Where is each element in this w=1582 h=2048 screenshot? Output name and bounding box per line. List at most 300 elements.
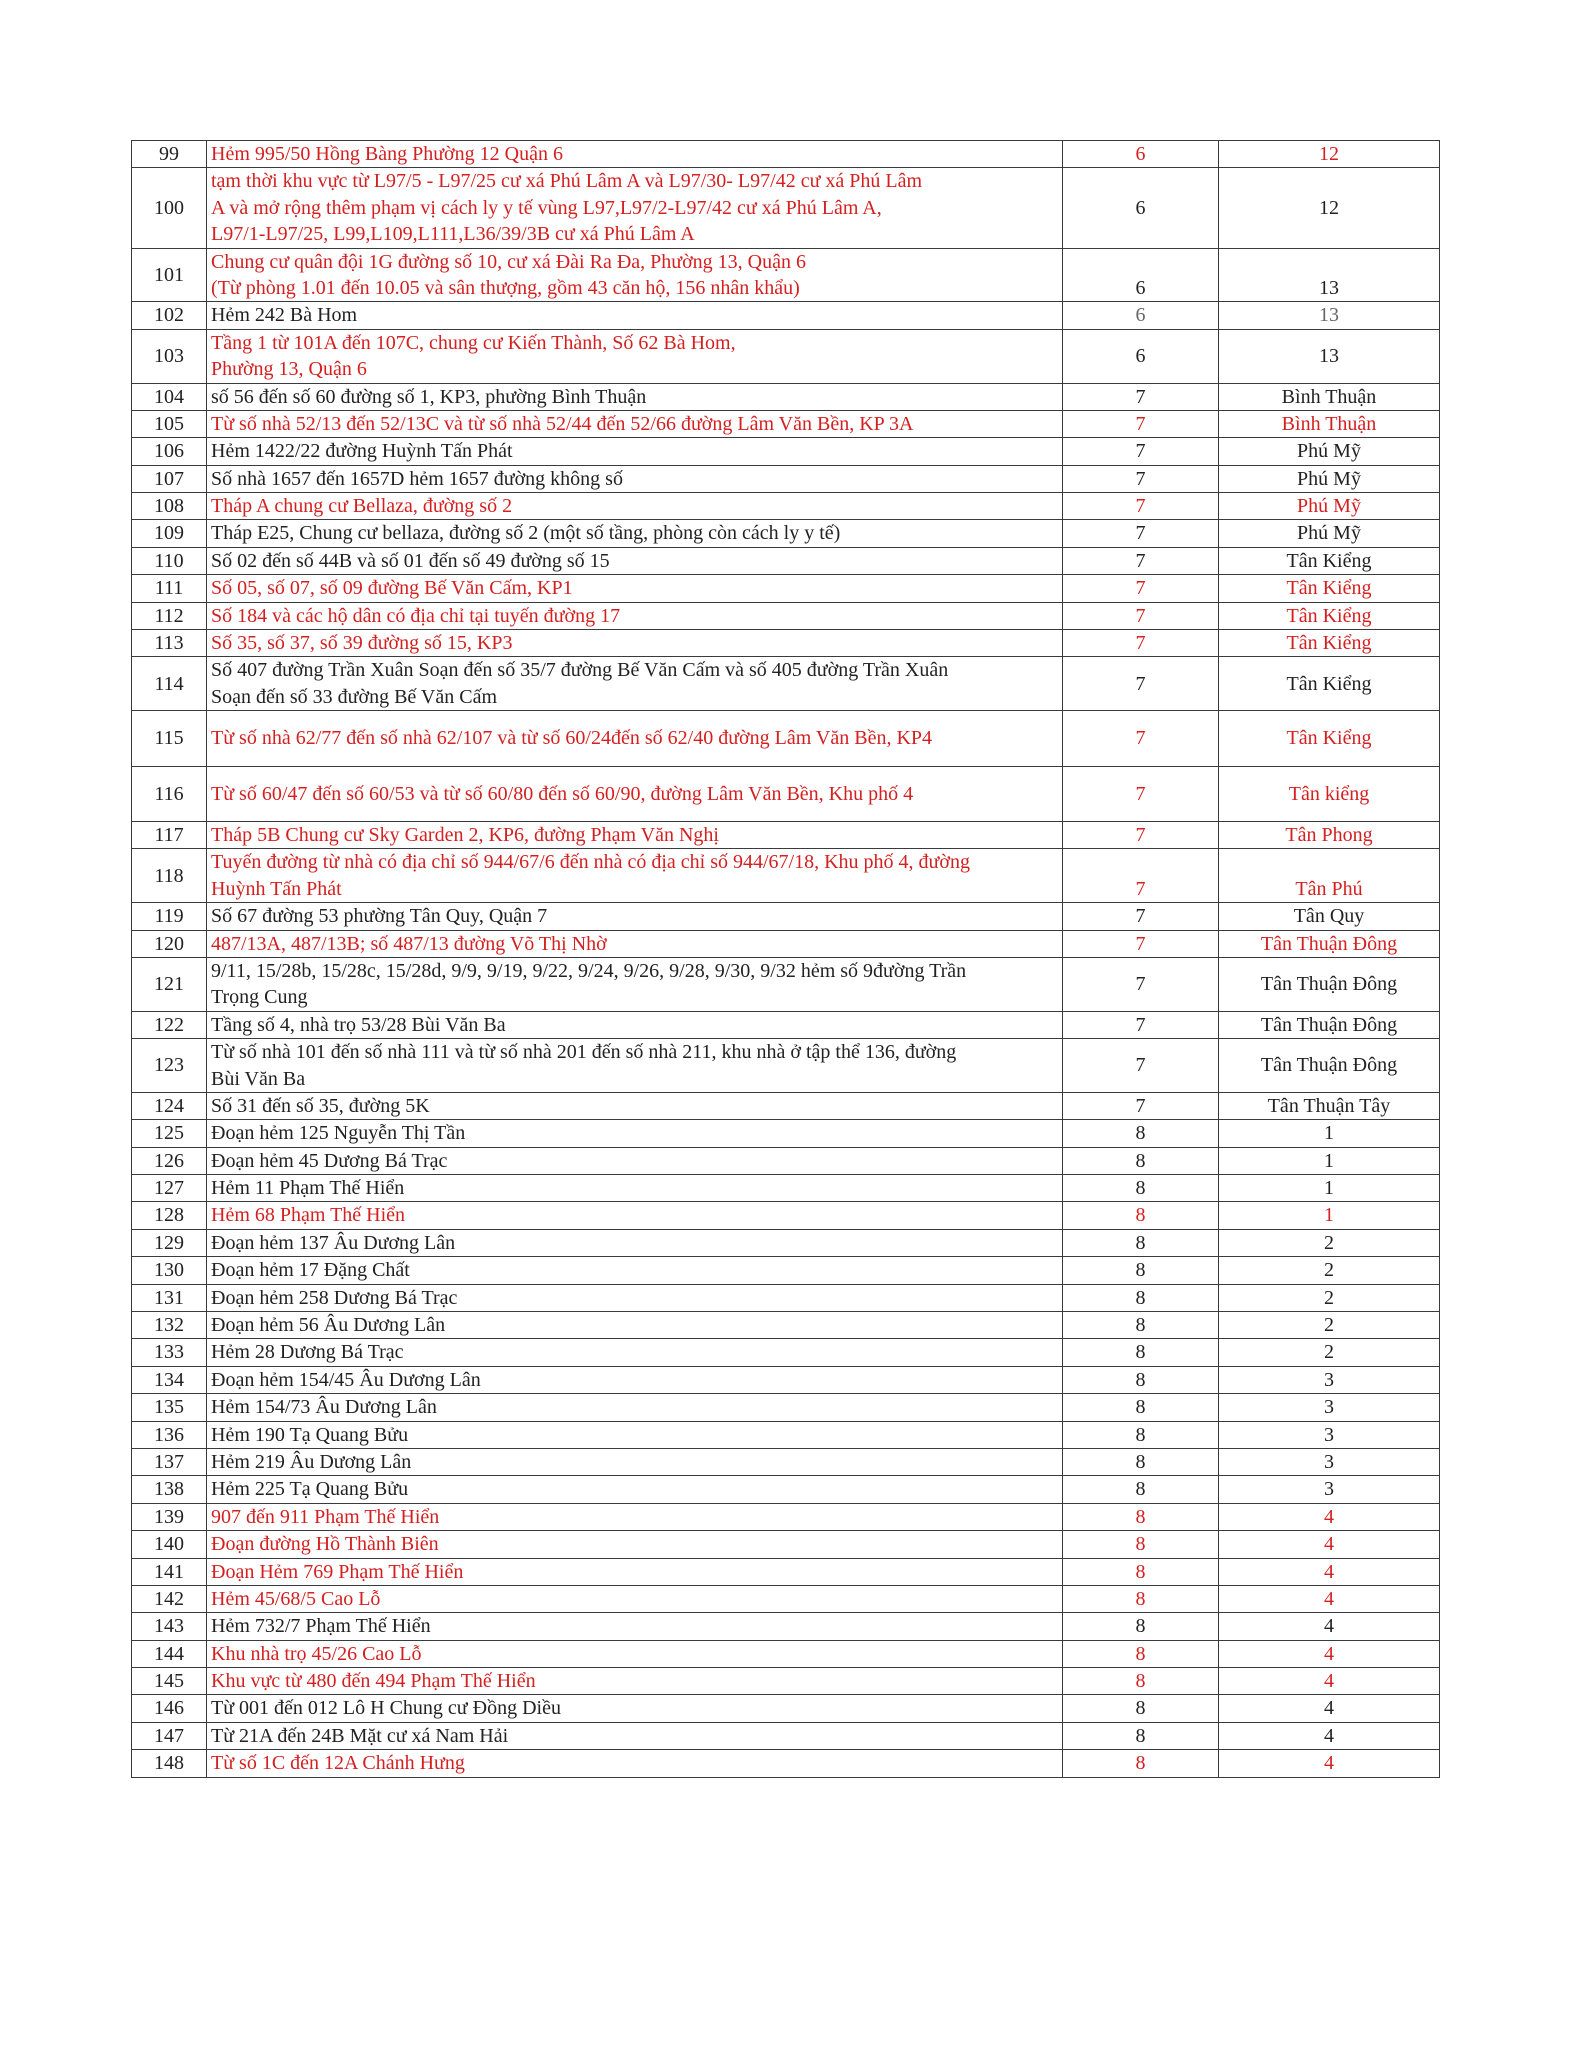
row-number (132, 1366, 207, 1393)
ward-cell (1219, 1366, 1440, 1393)
ward-cell-text: Tân Kiểng (1286, 577, 1372, 600)
table-row (132, 547, 1440, 574)
table-row (132, 1339, 1440, 1366)
ward-cell (1219, 1668, 1440, 1695)
district-cell (1063, 493, 1219, 520)
location-cell-text: Từ 21A đến 24B Mặt cư xá Nam Hải (211, 1724, 509, 1747)
row-number-text: 133 (154, 1341, 184, 1364)
row-number-text: 119 (154, 905, 184, 928)
table-row (132, 383, 1440, 410)
row-number-text: 128 (154, 1204, 184, 1227)
row-number (132, 849, 207, 903)
district-cell-text: 7 (1135, 1094, 1146, 1117)
table-row (132, 1640, 1440, 1667)
district-cell (1063, 1011, 1219, 1038)
location-cell (207, 1394, 1063, 1421)
ward-cell (1219, 1476, 1440, 1503)
table-row (132, 329, 1440, 383)
ward-cell (1219, 903, 1440, 930)
ward-cell-text: Tân Kiểng (1286, 632, 1372, 655)
district-cell-text: 7 (1135, 782, 1146, 805)
ward-cell-text: Bình Thuận (1281, 385, 1377, 408)
location-cell (207, 821, 1063, 848)
ward-cell-text: 1 (1324, 1122, 1334, 1145)
row-number-text: 106 (154, 440, 184, 463)
district-cell (1063, 1421, 1219, 1448)
district-cell-text: 8 (1135, 1149, 1146, 1172)
ward-cell (1219, 329, 1440, 383)
row-number (132, 1011, 207, 1038)
location-cell-text: Hẻm 732/7 Phạm Thế Hiển (211, 1615, 431, 1638)
row-number (132, 575, 207, 602)
district-cell-text: 8 (1135, 1231, 1146, 1254)
ward-cell (1219, 1558, 1440, 1585)
district-cell (1063, 1202, 1219, 1229)
district-cell-text: 7 (1135, 604, 1146, 627)
ward-cell-text: 2 (1324, 1314, 1334, 1337)
location-cell (207, 1585, 1063, 1612)
district-cell-text: 8 (1135, 1505, 1146, 1528)
location-cell-text: Đoạn đường Hồ Thành Biên (211, 1533, 439, 1556)
row-number (132, 957, 207, 1011)
ward-cell-text: 4 (1324, 1724, 1334, 1747)
location-cell-text: Hẻm 190 Tạ Quang Bửu (211, 1423, 409, 1446)
ward-cell (1219, 1312, 1440, 1339)
district-cell (1063, 821, 1219, 848)
district-cell-text: 8 (1135, 1122, 1146, 1145)
table-row (132, 1722, 1440, 1749)
location-cell (207, 1421, 1063, 1448)
district-cell (1063, 1339, 1219, 1366)
district-cell (1063, 248, 1219, 302)
district-cell (1063, 1039, 1219, 1093)
district-cell (1063, 1284, 1219, 1311)
row-number (132, 1312, 207, 1339)
table-row (132, 1585, 1440, 1612)
table-row (132, 248, 1440, 302)
row-number-text: 120 (154, 932, 184, 955)
district-cell-text: 7 (1135, 632, 1146, 655)
location-cell-text: Từ số 1C đến 12A Chánh Hưng (211, 1752, 465, 1775)
location-cell (207, 1120, 1063, 1147)
district-cell-text: 8 (1135, 1642, 1146, 1665)
table-row (132, 1476, 1440, 1503)
table-row (132, 1039, 1440, 1093)
ward-cell (1219, 1640, 1440, 1667)
ward-cell (1219, 465, 1440, 492)
location-cell (207, 1339, 1063, 1366)
row-number (132, 1613, 207, 1640)
row-number-text: 141 (154, 1560, 184, 1583)
row-number (132, 1092, 207, 1119)
district-cell (1063, 1448, 1219, 1475)
location-cell-text: Tháp 5B Chung cư Sky Garden 2, KP6, đường Phạm Văn Nghị (211, 823, 719, 846)
ward-cell-text: 1 (1324, 1177, 1334, 1200)
table-row (132, 1312, 1440, 1339)
location-cell-text: Chung cư quân đội 1G đường số 10, cư xá Đài Ra Đa, Phường 13, Quận 6 (Từ phòng 1.01 đến 10.05 và sân thượng, gồm 43 căn hộ, 156 nhân khẩu) (211, 250, 806, 299)
row-number-text: 107 (154, 467, 184, 490)
table-row (132, 1092, 1440, 1119)
district-cell (1063, 957, 1219, 1011)
district-cell-text: 8 (1135, 1314, 1146, 1337)
ward-cell (1219, 520, 1440, 547)
row-number-text: 108 (154, 495, 184, 518)
row-number-text: 146 (154, 1697, 184, 1720)
ward-cell-text: 4 (1324, 1697, 1334, 1720)
location-cell-text: Từ số nhà 62/77 đến số nhà 62/107 và từ số 60/24đến số 62/40 đường Lâm Văn Bền, KP4 (211, 727, 933, 750)
district-cell (1063, 1257, 1219, 1284)
ward-cell (1219, 1421, 1440, 1448)
location-cell-text: Đoạn hẻm 45 Dương Bá Trạc (211, 1149, 448, 1172)
ward-cell-text: Tân Thuận Tây (1267, 1094, 1391, 1117)
table-row (132, 302, 1440, 329)
row-number-text: 144 (154, 1642, 184, 1665)
location-cell-text: Đoạn hẻm 154/45 Âu Dương Lân (211, 1368, 481, 1391)
ward-cell-text: Tân Thuận Đông (1260, 973, 1398, 996)
district-cell-text: 8 (1135, 1286, 1146, 1309)
location-cell-text: Số 184 và các hộ dân có địa chỉ tại tuyến đường 17 (211, 604, 621, 627)
location-cell-text: Số nhà 1657 đến 1657D hẻm 1657 đường không số (211, 467, 623, 490)
district-cell (1063, 1695, 1219, 1722)
district-cell-text: 7 (1135, 877, 1146, 900)
row-number (132, 1668, 207, 1695)
district-cell (1063, 465, 1219, 492)
location-cell-text: Số 05, số 07, số 09 đường Bế Văn Cấm, KP1 (211, 577, 573, 600)
district-cell (1063, 1366, 1219, 1393)
row-number (132, 1448, 207, 1475)
row-number (132, 1394, 207, 1421)
row-number (132, 1120, 207, 1147)
ward-cell-text: Phú Mỹ (1297, 495, 1361, 518)
district-cell (1063, 575, 1219, 602)
ward-cell-text: 4 (1324, 1533, 1334, 1556)
table-row (132, 410, 1440, 437)
ward-cell-text: Tân Kiểng (1286, 549, 1372, 572)
ward-cell-text: Tân Quy (1293, 905, 1365, 928)
table-row (132, 1011, 1440, 1038)
row-number (132, 493, 207, 520)
ward-cell-text: 3 (1324, 1368, 1334, 1391)
row-number (132, 602, 207, 629)
row-number-text: 105 (154, 412, 184, 435)
district-cell (1063, 547, 1219, 574)
table-row (132, 1750, 1440, 1777)
table-row (132, 493, 1440, 520)
row-number-text: 122 (154, 1013, 184, 1036)
ward-cell (1219, 575, 1440, 602)
location-cell-text: Hẻm 225 Tạ Quang Bửu (211, 1478, 409, 1501)
location-cell-text: Đoạn Hẻm 769 Phạm Thế Hiển (211, 1560, 464, 1583)
row-number (132, 1175, 207, 1202)
row-number-text: 101 (154, 263, 184, 286)
row-number (132, 1750, 207, 1777)
ward-cell-text: 13 (1319, 344, 1339, 367)
location-cell-text: Tuyến đường từ nhà có địa chỉ số 944/67/6 đến nhà có địa chỉ số 944/67/18, Khu phố 4, đường Huỳnh Tấn Phát (211, 851, 970, 900)
district-cell (1063, 1476, 1219, 1503)
district-cell (1063, 602, 1219, 629)
ward-cell (1219, 630, 1440, 657)
row-number-text: 99 (159, 143, 179, 165)
location-cell (207, 1011, 1063, 1038)
table-row (132, 602, 1440, 629)
ward-cell-text: Phú Mỹ (1297, 522, 1361, 545)
row-number-text: 134 (154, 1368, 184, 1391)
row-number-text: 126 (154, 1149, 184, 1172)
district-cell-text: 7 (1135, 412, 1146, 435)
table-row (132, 1257, 1440, 1284)
table-row (132, 1668, 1440, 1695)
district-cell-text: 7 (1135, 932, 1146, 955)
table-row (132, 465, 1440, 492)
ward-cell (1219, 1695, 1440, 1722)
district-cell (1063, 849, 1219, 903)
district-cell (1063, 168, 1219, 248)
location-cell (207, 520, 1063, 547)
table-row (132, 930, 1440, 957)
location-cell (207, 248, 1063, 302)
location-cell (207, 547, 1063, 574)
district-cell-text: 8 (1135, 1450, 1146, 1473)
location-cell (207, 1613, 1063, 1640)
table-row (132, 1175, 1440, 1202)
ward-cell (1219, 1448, 1440, 1475)
row-number (132, 1202, 207, 1229)
table-row (132, 141, 1440, 168)
ward-cell (1219, 410, 1440, 437)
ward-cell (1219, 1613, 1440, 1640)
row-number (132, 1229, 207, 1256)
district-cell (1063, 1175, 1219, 1202)
location-cell-text: Từ số nhà 52/13 đến 52/13C và từ số nhà 52/44 đến 52/66 đường Lâm Văn Bền, KP 3A (211, 412, 914, 435)
location-cell (207, 766, 1063, 821)
ward-cell (1219, 1531, 1440, 1558)
ward-cell (1219, 383, 1440, 410)
ward-cell (1219, 930, 1440, 957)
district-cell (1063, 1558, 1219, 1585)
location-cell-text: Từ số nhà 101 đến số nhà 111 và từ số nhà 201 đến số nhà 211, khu nhà ở tập thể 136, đường Bùi Văn Ba (211, 1041, 957, 1090)
district-cell (1063, 657, 1219, 711)
row-number-text: 129 (154, 1231, 184, 1254)
row-number-text: 102 (154, 304, 184, 327)
ward-cell (1219, 1039, 1440, 1093)
ward-cell-text: 2 (1324, 1286, 1334, 1309)
ward-cell-text: 4 (1324, 1642, 1334, 1665)
location-cell (207, 930, 1063, 957)
row-number (132, 1421, 207, 1448)
district-cell (1063, 1750, 1219, 1777)
table-row (132, 1202, 1440, 1229)
location-cell (207, 630, 1063, 657)
ward-cell (1219, 1229, 1440, 1256)
row-number-text: 131 (154, 1286, 184, 1309)
location-cell (207, 1284, 1063, 1311)
row-number (132, 520, 207, 547)
location-cell-text: Hẻm 45/68/5 Cao Lỗ (211, 1587, 381, 1610)
table-row (132, 657, 1440, 711)
district-cell-text: 7 (1135, 495, 1146, 518)
district-cell (1063, 1312, 1219, 1339)
table-row (132, 766, 1440, 821)
district-cell-text: 8 (1135, 1259, 1146, 1282)
ward-cell (1219, 766, 1440, 821)
location-cell (207, 957, 1063, 1011)
district-cell (1063, 711, 1219, 766)
row-number-text: 137 (154, 1450, 184, 1473)
table-row (132, 1120, 1440, 1147)
location-cell-text: Tháp E25, Chung cư bellaza, đường số 2 (một số tầng, phòng còn cách ly y tế) (211, 522, 841, 545)
row-number-text: 143 (154, 1615, 184, 1638)
ward-cell (1219, 1750, 1440, 1777)
row-number-text: 123 (154, 1054, 184, 1077)
table-row (132, 1366, 1440, 1393)
location-cell-text: Hẻm 995/50 Hồng Bàng Phường 12 Quận 6 (211, 143, 563, 165)
row-number-text: 118 (154, 864, 184, 887)
row-number (132, 1039, 207, 1093)
location-cell (207, 1448, 1063, 1475)
row-number-text: 142 (154, 1587, 184, 1610)
district-cell-text: 6 (1135, 344, 1146, 367)
location-cell (207, 1503, 1063, 1530)
row-number (132, 1558, 207, 1585)
row-number (132, 1339, 207, 1366)
district-cell-text: 8 (1135, 1177, 1146, 1200)
ward-cell (1219, 1585, 1440, 1612)
ward-cell (1219, 1202, 1440, 1229)
row-number-text: 136 (154, 1423, 184, 1446)
district-cell-text: 7 (1135, 549, 1146, 572)
row-number (132, 1257, 207, 1284)
row-number (132, 141, 207, 168)
ward-cell (1219, 1257, 1440, 1284)
ward-cell (1219, 1147, 1440, 1174)
location-cell-text: Từ số 60/47 đến số 60/53 và từ số 60/80 đến số 60/90, đường Lâm Văn Bền, Khu phố 4 (211, 782, 914, 805)
location-cell-text: Số 02 đến số 44B và số 01 đến số 49 đường số 15 (211, 549, 610, 572)
location-cell-text: 487/13A, 487/13B; số 487/13 đường Võ Thị Nhờ (211, 932, 607, 955)
location-cell (207, 1229, 1063, 1256)
district-cell-text: 8 (1135, 1560, 1146, 1583)
district-cell-text: 8 (1135, 1615, 1146, 1638)
location-cell (207, 711, 1063, 766)
location-cell-text: Hẻm 1422/22 đường Huỳnh Tấn Phát (211, 440, 513, 463)
ward-cell-text: 3 (1324, 1396, 1334, 1419)
ward-cell (1219, 602, 1440, 629)
district-cell-text: 8 (1135, 1752, 1146, 1775)
ward-cell-text: 3 (1324, 1478, 1334, 1501)
row-number-text: 140 (154, 1533, 184, 1556)
address-table-body (132, 141, 1440, 1778)
table-row (132, 1613, 1440, 1640)
row-number-text: 132 (154, 1314, 184, 1337)
district-cell (1063, 1585, 1219, 1612)
location-cell-text: Khu nhà trọ 45/26 Cao Lỗ (211, 1642, 422, 1665)
ward-cell-text: 12 (1319, 196, 1339, 219)
row-number (132, 1695, 207, 1722)
location-cell (207, 657, 1063, 711)
ward-cell (1219, 1011, 1440, 1038)
row-number (132, 903, 207, 930)
row-number-text: 135 (154, 1396, 184, 1419)
district-cell (1063, 383, 1219, 410)
district-cell-text: 6 (1135, 196, 1146, 219)
ward-cell-text: Tân Phú (1295, 877, 1363, 900)
ward-cell (1219, 547, 1440, 574)
ward-cell-text: 13 (1319, 304, 1339, 327)
location-cell-text: Khu vực từ 480 đến 494 Phạm Thế Hiển (211, 1670, 536, 1693)
row-number (132, 1503, 207, 1530)
table-row (132, 957, 1440, 1011)
district-cell-text: 6 (1135, 304, 1146, 327)
ward-cell (1219, 657, 1440, 711)
table-row (132, 903, 1440, 930)
location-cell (207, 329, 1063, 383)
ward-cell-text: 2 (1324, 1231, 1334, 1254)
district-cell-text: 8 (1135, 1368, 1146, 1391)
location-cell-text: Từ 001 đến 012 Lô H Chung cư Đồng Diều (211, 1697, 561, 1720)
row-number-text: 117 (154, 823, 184, 846)
district-cell-text: 8 (1135, 1533, 1146, 1556)
location-cell (207, 1202, 1063, 1229)
location-cell (207, 1531, 1063, 1558)
location-cell-text: Số 35, số 37, số 39 đường số 15, KP3 (211, 632, 513, 655)
district-cell (1063, 1092, 1219, 1119)
row-number (132, 383, 207, 410)
ward-cell-text: Tân Kiểng (1286, 727, 1372, 750)
district-cell (1063, 1613, 1219, 1640)
ward-cell-text: 12 (1319, 143, 1339, 165)
location-cell-text: Hẻm 68 Phạm Thế Hiển (211, 1204, 406, 1227)
location-cell-text: Số 67 đường 53 phường Tân Quy, Quận 7 (211, 905, 548, 928)
district-cell-text: 7 (1135, 823, 1146, 846)
row-number (132, 1476, 207, 1503)
table-row (132, 575, 1440, 602)
ward-cell-text: 4 (1324, 1752, 1334, 1775)
district-cell-text: 8 (1135, 1423, 1146, 1446)
district-cell (1063, 1668, 1219, 1695)
location-cell (207, 1039, 1063, 1093)
location-cell (207, 1312, 1063, 1339)
district-cell (1063, 630, 1219, 657)
location-cell-text: Đoạn hẻm 125 Nguyễn Thị Tần (211, 1122, 466, 1145)
table-row (132, 438, 1440, 465)
location-cell-text: Số 407 đường Trần Xuân Soạn đến số 35/7 đường Bế Văn Cấm và số 405 đường Trần Xuân Soạn đến số 33 đường Bế Văn Cấm (211, 659, 949, 708)
location-cell (207, 602, 1063, 629)
location-cell (207, 1640, 1063, 1667)
ward-cell-text: Tân Kiểng (1286, 604, 1372, 627)
location-cell (207, 493, 1063, 520)
district-cell-text: 8 (1135, 1204, 1146, 1227)
district-cell (1063, 520, 1219, 547)
district-cell-text: 7 (1135, 727, 1146, 750)
location-cell (207, 575, 1063, 602)
district-cell (1063, 903, 1219, 930)
table-row (132, 1558, 1440, 1585)
district-cell (1063, 1147, 1219, 1174)
ward-cell-text: 3 (1324, 1423, 1334, 1446)
row-number (132, 630, 207, 657)
ward-cell (1219, 248, 1440, 302)
ward-cell (1219, 849, 1440, 903)
table-row (132, 849, 1440, 903)
location-cell-text: Số 31 đến số 35, đường 5K (211, 1094, 430, 1117)
row-number-text: 116 (154, 782, 184, 805)
district-cell-text: 8 (1135, 1724, 1146, 1747)
district-cell-text: 6 (1135, 143, 1146, 165)
ward-cell (1219, 1503, 1440, 1530)
district-cell-text: 8 (1135, 1341, 1146, 1364)
district-cell-text: 7 (1135, 522, 1146, 545)
row-number-text: 121 (154, 973, 184, 996)
district-cell (1063, 1640, 1219, 1667)
